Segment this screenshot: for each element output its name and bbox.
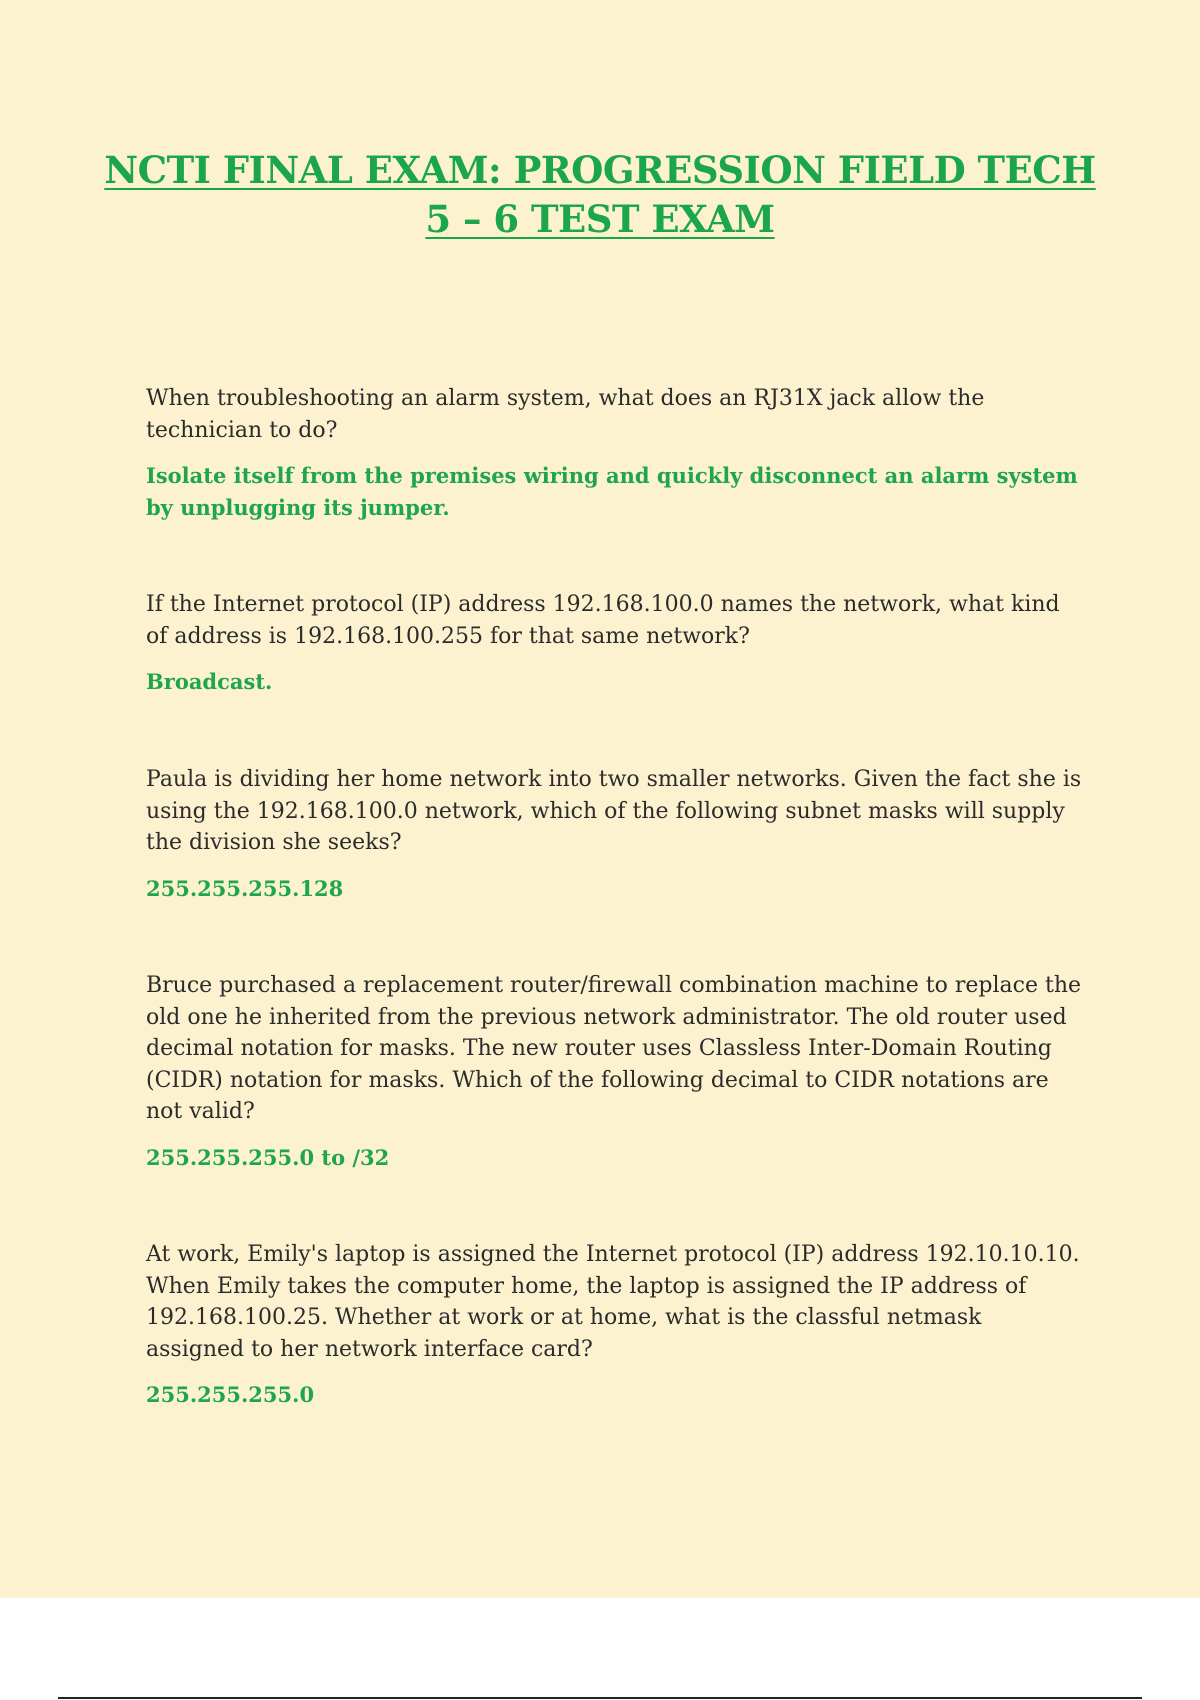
answer-text: Broadcast. [146, 669, 273, 694]
question-text: Bruce purchased a replacement router/firewall combination machine to replace the old one he inherited from the previous network administrator. The old router used decimal notation for masks. The new router uses Classless Inter-Domain Routing (CIDR) notation for masks. Which of the following decimal to CIDR notations are not valid? [146, 973, 1082, 1124]
answer-text: 255.255.255.128 [146, 875, 344, 901]
title-line-1: NCTI FINAL EXAM: PROGRESSION FIELD TECH [104, 148, 1096, 192]
question-text: At work, Emily's laptop is assigned the Internet protocol (IP) address 192.10.10.10. When Emily takes the computer home, the laptop is assigned the IP address of 192.168.100.25. Whether at work or at home, what is the classful netmask assigned to her network interface card? [146, 1242, 1080, 1362]
answer-text: Isolate itself from the premises wiring and quickly disconnect an alarm system by unplugging its jumper. [146, 463, 1078, 520]
document-title [0, 146, 1200, 244]
qa-block-5 [146, 1239, 1086, 1411]
question-text: If the Internet protocol (IP) address 192.168.100.0 names the network, what kind of address is 192.168.100.255 for that same network? [146, 592, 1060, 649]
qa-block-1 [146, 383, 1086, 523]
question-text: When troubleshooting an alarm system, what does an RJ31X jack allow the technician to do? [146, 386, 985, 443]
title-line-2: 5 – 6 TEST EXAM [425, 197, 775, 241]
page-divider [58, 1697, 1142, 1699]
answer-text: 255.255.255.0 [146, 1382, 315, 1407]
qa-block-2 [146, 589, 1086, 698]
answer-text: 255.255.255.0 to /32 [146, 1144, 390, 1170]
question-text: Paula is dividing her home network into two smaller networks. Given the fact she is using the 192.168.100.0 network, which of the following subnet masks will supply the division she seeks? [146, 767, 1082, 855]
qa-block-4 [146, 970, 1086, 1173]
qa-block-3 [146, 764, 1086, 904]
